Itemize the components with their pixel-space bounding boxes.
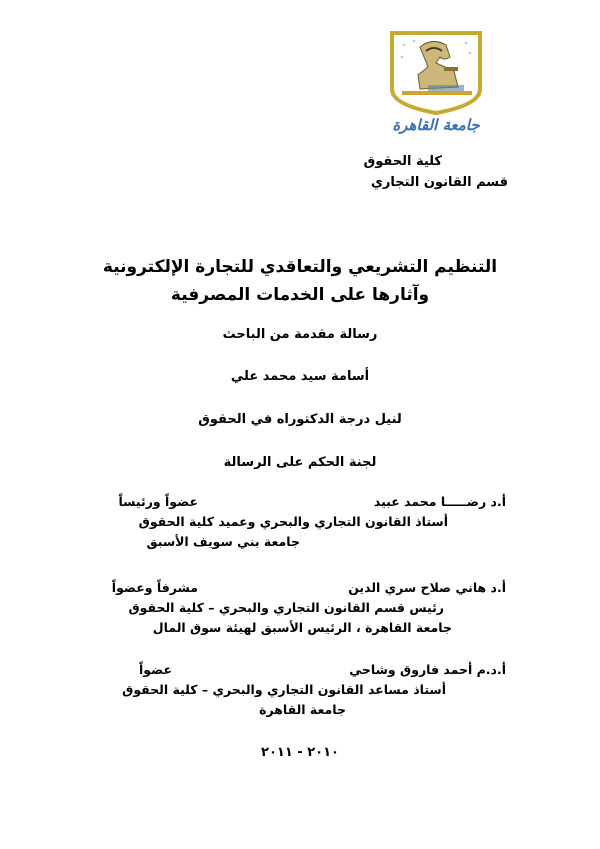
member-university: جامعة بني سويف الأسبق	[146, 534, 300, 549]
researcher-name: أسامة سيد محمد علي	[230, 369, 370, 384]
logo-text: جامعة القاهرة	[392, 116, 480, 134]
faculty-name: كلية الحقوق	[363, 154, 442, 169]
member-university: جامعة القاهرة	[259, 702, 346, 717]
member-position: أستاذ القانون التجاري والبحري وعميد كلية الحقوق	[138, 514, 448, 529]
member-role: عضواً	[139, 662, 172, 677]
academic-year: ٢٠١٠ - ٢٠١١	[261, 745, 339, 760]
committee-heading: لجنة الحكم على الرسالة	[223, 455, 377, 470]
member-university: جامعة القاهرة ، الرئيس الأسبق لهيئة سوق المال	[152, 620, 452, 635]
member-name: أ.د.م أحمد فاروق وشاحي	[349, 662, 506, 677]
cairo-university-logo-icon	[380, 27, 492, 137]
thesis-title-line1: التنظيم التشريعي والتعاقدي للتجارة الإلكترونية	[102, 257, 498, 277]
member-position: رئيس قسم القانون التجاري والبحري – كلية الحقوق	[128, 600, 444, 615]
member-position: أستاذ مساعد القانون التجاري والبحري – كلية الحقوق	[122, 682, 446, 697]
degree-statement: لنيل درجة الدكتوراه في الحقوق	[198, 412, 402, 427]
member-role: مشرفاً وعضواً	[111, 580, 198, 595]
member-role: عضواً ورئيساً	[118, 494, 198, 509]
department-name: قسم القانون التجاري	[371, 175, 508, 190]
member-name: أ.د رضـــــا محمد عبيد	[373, 494, 506, 509]
thesis-title-line2: وآثارها على الخدمات المصرفية	[170, 285, 430, 305]
presented-by: رسالة مقدمة من الباحث	[222, 327, 378, 342]
member-name: أ.د هاني صلاح سري الدين	[348, 580, 506, 595]
